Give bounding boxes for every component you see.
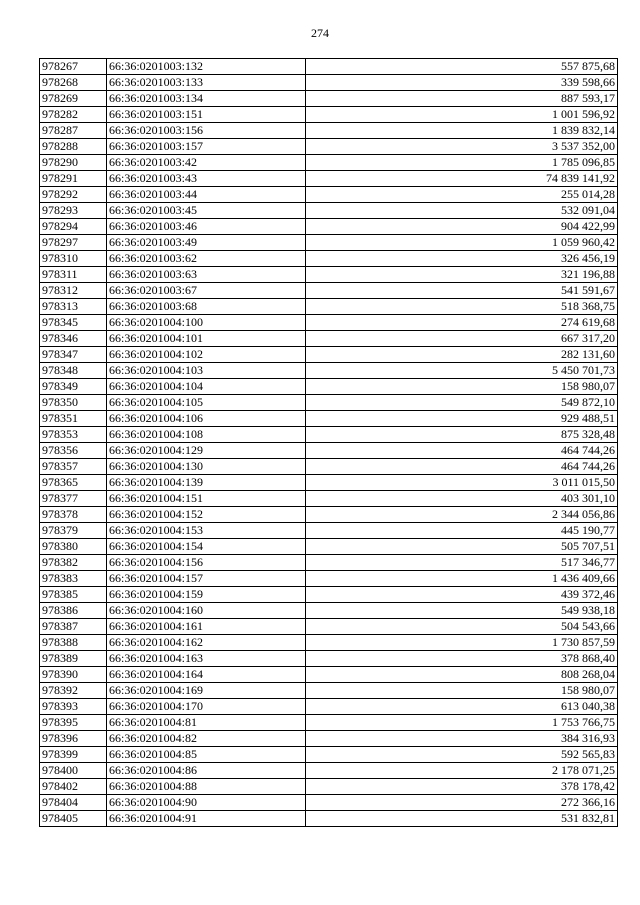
cadastral-value-cell: 1 730 857,59 [306,635,618,651]
cadastral-value-cell: 272 366,16 [306,795,618,811]
cadastral-value-cell: 158 980,07 [306,379,618,395]
cadastral-value-cell: 887 593,17 [306,91,618,107]
cadastral-number-cell: 66:36:0201003:44 [107,187,306,203]
cadastral-number-cell: 66:36:0201003:157 [107,139,306,155]
table-row [40,427,618,443]
cadastral-number-cell: 66:36:0201004:108 [107,427,306,443]
cadastral-number-cell: 66:36:0201003:68 [107,299,306,315]
row-number-cell: 978310 [40,251,107,267]
cadastral-number-cell: 66:36:0201004:151 [107,491,306,507]
table-row [40,251,618,267]
table-row [40,331,618,347]
table-row [40,443,618,459]
cadastral-value-cell: 378 868,40 [306,651,618,667]
cadastral-value-cell: 929 488,51 [306,411,618,427]
row-number-cell: 978313 [40,299,107,315]
cadastral-number-cell: 66:36:0201004:157 [107,571,306,587]
cadastral-number-cell: 66:36:0201004:101 [107,331,306,347]
cadastral-number-cell: 66:36:0201004:104 [107,379,306,395]
page-number: 274 [311,26,329,40]
table-row [40,171,618,187]
row-number-cell: 978377 [40,491,107,507]
table-row [40,59,618,75]
row-number-cell: 978357 [40,459,107,475]
cadastral-number-cell: 66:36:0201003:67 [107,283,306,299]
table-row [40,667,618,683]
cadastral-value-cell: 464 744,26 [306,443,618,459]
row-number-cell: 978365 [40,475,107,491]
row-number-cell: 978293 [40,203,107,219]
cadastral-value-cell: 1 785 096,85 [306,155,618,171]
cadastral-value-cell: 255 014,28 [306,187,618,203]
table-row [40,587,618,603]
cadastral-value-cell: 531 832,81 [306,811,618,827]
cadastral-number-cell: 66:36:0201003:133 [107,75,306,91]
row-number-cell: 978288 [40,139,107,155]
cadastral-number-cell: 66:36:0201004:161 [107,619,306,635]
cadastral-value-cell: 518 368,75 [306,299,618,315]
row-number-cell: 978267 [40,59,107,75]
row-number-cell: 978402 [40,779,107,795]
cadastral-value-cell: 592 565,83 [306,747,618,763]
table-row [40,411,618,427]
cadastral-number-cell: 66:36:0201004:154 [107,539,306,555]
row-number-cell: 978385 [40,587,107,603]
cadastral-value-cell: 1 436 409,66 [306,571,618,587]
cadastral-number-cell: 66:36:0201004:86 [107,763,306,779]
cadastral-number-cell: 66:36:0201004:90 [107,795,306,811]
cadastral-value-cell: 445 190,77 [306,523,618,539]
cadastral-number-cell: 66:36:0201004:159 [107,587,306,603]
table-row [40,347,618,363]
cadastral-number-cell: 66:36:0201004:152 [107,507,306,523]
row-number-cell: 978312 [40,283,107,299]
cadastral-number-cell: 66:36:0201003:43 [107,171,306,187]
cadastral-number-cell: 66:36:0201004:130 [107,459,306,475]
cadastral-number-cell: 66:36:0201003:42 [107,155,306,171]
row-number-cell: 978392 [40,683,107,699]
table-row [40,299,618,315]
row-number-cell: 978400 [40,763,107,779]
table-row [40,779,618,795]
row-number-cell: 978387 [40,619,107,635]
cadastral-value-cell: 808 268,04 [306,667,618,683]
row-number-cell: 978348 [40,363,107,379]
row-number-cell: 978405 [40,811,107,827]
row-number-cell: 978351 [40,411,107,427]
table-row [40,91,618,107]
cadastral-value-cell: 464 744,26 [306,459,618,475]
cadastral-number-cell: 66:36:0201004:156 [107,555,306,571]
table-row [40,379,618,395]
cadastral-value-cell: 158 980,07 [306,683,618,699]
cadastral-value-cell: 74 839 141,92 [306,171,618,187]
table-row [40,555,618,571]
cadastral-value-cell: 5 450 701,73 [306,363,618,379]
row-number-cell: 978282 [40,107,107,123]
table-row [40,507,618,523]
table-row [40,635,618,651]
row-number-cell: 978404 [40,795,107,811]
cadastral-value-cell: 339 598,66 [306,75,618,91]
table-row [40,795,618,811]
cadastral-value-cell: 378 178,42 [306,779,618,795]
cadastral-number-cell: 66:36:0201004:105 [107,395,306,411]
cadastral-value-cell: 613 040,38 [306,699,618,715]
table-row [40,75,618,91]
row-number-cell: 978379 [40,523,107,539]
table-row [40,475,618,491]
cadastral-number-cell: 66:36:0201003:156 [107,123,306,139]
cadastral-value-cell: 557 875,68 [306,59,618,75]
table-row [40,811,618,827]
row-number-cell: 978346 [40,331,107,347]
row-number-cell: 978389 [40,651,107,667]
table-row [40,539,618,555]
cadastral-value-cell: 549 938,18 [306,603,618,619]
row-number-cell: 978356 [40,443,107,459]
cadastral-number-cell: 66:36:0201004:164 [107,667,306,683]
cadastral-value-cell: 541 591,67 [306,283,618,299]
table-row [40,491,618,507]
cadastral-number-cell: 66:36:0201004:160 [107,603,306,619]
row-number-cell: 978380 [40,539,107,555]
row-number-cell: 978290 [40,155,107,171]
cadastral-value-cell: 549 872,10 [306,395,618,411]
cadastral-value-cell: 1 001 596,92 [306,107,618,123]
cadastral-value-cell: 532 091,04 [306,203,618,219]
cadastral-value-cell: 1 839 832,14 [306,123,618,139]
cadastral-value-cell: 505 707,51 [306,539,618,555]
row-number-cell: 978393 [40,699,107,715]
table-row [40,139,618,155]
table-row [40,107,618,123]
table-row [40,763,618,779]
row-number-cell: 978269 [40,91,107,107]
cadastral-number-cell: 66:36:0201004:153 [107,523,306,539]
cadastral-number-cell: 66:36:0201004:91 [107,811,306,827]
row-number-cell: 978292 [40,187,107,203]
cadastral-number-cell: 66:36:0201004:102 [107,347,306,363]
table-row [40,731,618,747]
table-row [40,715,618,731]
table-row [40,523,618,539]
table-row [40,235,618,251]
cadastral-number-cell: 66:36:0201004:139 [107,475,306,491]
row-number-cell: 978395 [40,715,107,731]
row-number-cell: 978396 [40,731,107,747]
cadastral-value-cell: 1 753 766,75 [306,715,618,731]
table-body [40,59,618,827]
row-number-cell: 978390 [40,667,107,683]
cadastral-value-cell: 274 619,68 [306,315,618,331]
cadastral-number-cell: 66:36:0201003:134 [107,91,306,107]
cadastral-value-cell: 321 196,88 [306,267,618,283]
table-row [40,459,618,475]
table-row [40,603,618,619]
table-row [40,203,618,219]
row-number-cell: 978268 [40,75,107,91]
row-number-cell: 978297 [40,235,107,251]
row-number-cell: 978383 [40,571,107,587]
cadastral-value-cell: 326 456,19 [306,251,618,267]
cadastral-number-cell: 66:36:0201004:169 [107,683,306,699]
cadastral-value-cell: 384 316,93 [306,731,618,747]
cadastral-number-cell: 66:36:0201004:100 [107,315,306,331]
cadastral-value-cell: 667 317,20 [306,331,618,347]
cadastral-number-cell: 66:36:0201003:62 [107,251,306,267]
row-number-cell: 978399 [40,747,107,763]
row-number-cell: 978311 [40,267,107,283]
cadastral-number-cell: 66:36:0201003:132 [107,59,306,75]
cadastral-value-cell: 3 537 352,00 [306,139,618,155]
row-number-cell: 978349 [40,379,107,395]
table-row [40,395,618,411]
cadastral-number-cell: 66:36:0201003:45 [107,203,306,219]
row-number-cell: 978386 [40,603,107,619]
cadastral-value-cell: 517 346,77 [306,555,618,571]
cadastral-value-cell: 282 131,60 [306,347,618,363]
cadastral-value-cell: 2 344 056,86 [306,507,618,523]
cadastral-number-cell: 66:36:0201004:82 [107,731,306,747]
cadastral-value-cell: 3 011 015,50 [306,475,618,491]
table-row [40,219,618,235]
cadastral-value-cell: 504 543,66 [306,619,618,635]
cadastral-number-cell: 66:36:0201004:103 [107,363,306,379]
row-number-cell: 978287 [40,123,107,139]
cadastral-number-cell: 66:36:0201004:163 [107,651,306,667]
table-row [40,187,618,203]
row-number-cell: 978382 [40,555,107,571]
cadastral-number-cell: 66:36:0201004:170 [107,699,306,715]
table-row [40,619,618,635]
cadastral-value-cell: 2 178 071,25 [306,763,618,779]
table-row [40,651,618,667]
cadastral-number-cell: 66:36:0201004:88 [107,779,306,795]
cadastral-value-cell: 439 372,46 [306,587,618,603]
table-row [40,571,618,587]
cadastral-number-cell: 66:36:0201003:151 [107,107,306,123]
cadastral-value-cell: 1 059 960,42 [306,235,618,251]
row-number-cell: 978345 [40,315,107,331]
row-number-cell: 978378 [40,507,107,523]
table-row [40,267,618,283]
table-row [40,123,618,139]
cadastral-value-table [39,58,618,827]
row-number-cell: 978294 [40,219,107,235]
row-number-cell: 978353 [40,427,107,443]
cadastral-value-cell: 904 422,99 [306,219,618,235]
table-row [40,155,618,171]
table-row [40,315,618,331]
cadastral-number-cell: 66:36:0201003:46 [107,219,306,235]
cadastral-number-cell: 66:36:0201004:106 [107,411,306,427]
cadastral-value-cell: 875 328,48 [306,427,618,443]
row-number-cell: 978388 [40,635,107,651]
table-row [40,683,618,699]
cadastral-number-cell: 66:36:0201004:81 [107,715,306,731]
table-row [40,747,618,763]
cadastral-number-cell: 66:36:0201004:162 [107,635,306,651]
row-number-cell: 978291 [40,171,107,187]
table-row [40,283,618,299]
row-number-cell: 978350 [40,395,107,411]
cadastral-number-cell: 66:36:0201004:129 [107,443,306,459]
cadastral-number-cell: 66:36:0201003:63 [107,267,306,283]
cadastral-number-cell: 66:36:0201003:49 [107,235,306,251]
table-row [40,363,618,379]
cadastral-number-cell: 66:36:0201004:85 [107,747,306,763]
cadastral-value-cell: 403 301,10 [306,491,618,507]
table-row [40,699,618,715]
row-number-cell: 978347 [40,347,107,363]
